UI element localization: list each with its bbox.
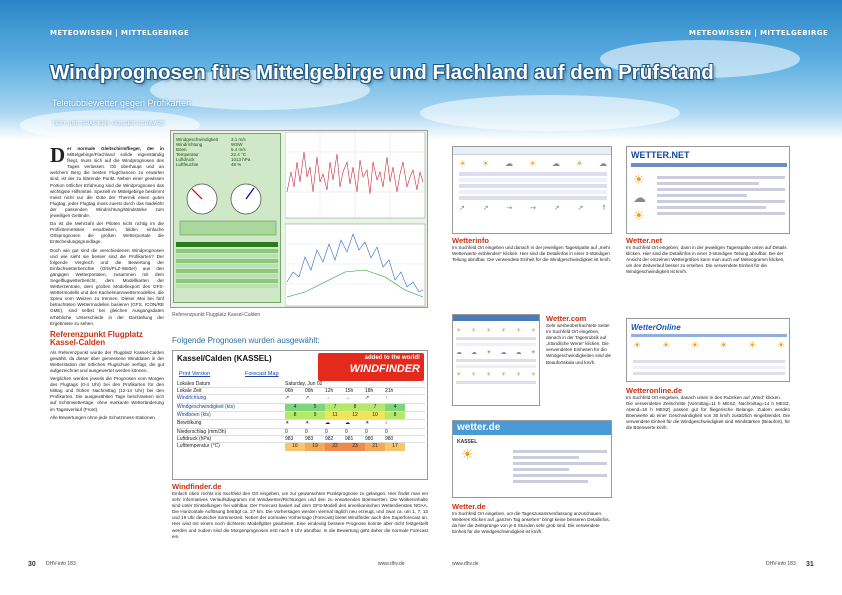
weather-icons (456, 349, 536, 356)
caption-text: Im Suchfeld Ort eingeben, danach unten in den Rubriken auf „Wind“ klicken. (626, 395, 781, 400)
cloud-icon: ☁ (325, 420, 330, 426)
article-author: TEXT UND GRAFIKEN: HOLGER SCHWARZ (52, 121, 165, 127)
caption-text: Im Suchfeld Ort eingeben und danach in der jeweiligen Tagesspalte auf „mehr Wetterwerte einblenden“ klicken. Hier sind die Detailinfos in einer 3-stündigen Teilung abrufbar. Die verwendete Einheit für die Windgeschwindigkeit ist km/h. (452, 245, 612, 263)
station-label: Temperatur (176, 152, 199, 157)
sun-icon: ☀ (456, 327, 462, 334)
arrow-icon: ↗ (305, 395, 310, 401)
cloud-icon: ☁ (471, 349, 478, 356)
station-value: WSW (231, 142, 243, 147)
moon-icon: ☾ (385, 420, 390, 426)
arrow-icon: → (345, 395, 350, 401)
magazine-name-left: DHV-info 183 (46, 561, 76, 567)
arrow-icon: → (530, 204, 536, 212)
lead-text: er normale Gleitschirmflieger, der in (67, 146, 164, 151)
caption-title: Wetter.net (626, 236, 663, 245)
sun-icon: ☀ (285, 420, 290, 426)
page-number-right: 31 (806, 561, 814, 568)
table-row: Windrichtung ↗ ↗ → → ↗ ↑ (177, 395, 425, 404)
wettercom-caption (546, 314, 612, 366)
station-value: 22.4 °C (231, 152, 247, 157)
station-value: 1013 hPa (231, 157, 251, 162)
intro-paragraph: Mittelgebirge/Flachland solide eigenständig fliegt, muss sich auf die Windprognosen des Tages verlassen. Ob überhaupt und an welchem Berg die besten Flugchancen zu erwarten sind, ist der zu klärende Punkt. Neben einer gewissen Portion örtlicher Erfahrung sind die Windprognosen das wichtigste Hilfsmittel. Speziell im Mittelgebirge bestimmt meist nicht nur die Güte der Thermik einen guten Flugtag, jeder Flugtag muss zuerst durch das Nadelöhr der passenden Windrichtung/Windstärke zum jeweiligen Gelände. (50, 152, 164, 219)
caption-text: Sehr werbeüberfrachtete Seite! Im Suchfeld Ort eingeben, danach in der Tagesrubrik auf „Stündliche Werte“ klicken. Die verwendeten Einheiten für die Windgeschwindigkeiten sind die Beaufortskala und km/h. (546, 323, 612, 365)
sun-icon: ☀ (719, 341, 728, 351)
weather-icons (456, 327, 536, 334)
sun-icon: ☀ (776, 341, 785, 351)
table-row: Windgeschwindigkeit (kts) 4 5 7 8 7 4 (177, 404, 425, 412)
sun-icon: ☀ (633, 341, 642, 351)
table-row: Luftdruck (hPa) 983 983 982 981 980 980 (177, 436, 425, 443)
page-number-left: 30 (28, 561, 36, 568)
caption-text: Einfach oben rechts ins Suchfeld den Ort eingeben, um zur gewünschten Punktprognose zu gelangen. Hier findet man ein sehr informatives Verlaufsdiagramm mit Windwerten/Richtungen und den zu erwartenden Böenwerten. Die Wolkeninhalte sind unter Einstellungen frei wählbar. Der Forecast basiert auf dem GFS-Modell des amerikanischen Wetterdienstes NOAA. Die Horizontale Auflösung beträgt ca. 27 km. Die Vorhersagen werden viermal täglich neu erzeugt, und zwar ca. um 1, 7, 13 und 19 Uhr deutscher Sommerzeit. Neben der normalen Vorhersage (Forecast) bietet Windfinder auch den Superforecast an. Hier wird mit einem noch dichteren Modellgitter gearbeitet. Eine eindeutig bessere Prognose konnte aber nicht festgestellt werden und zudem sind die Morgenprognosen erst nach 9 Uhr abrufbar. In die Bewertung geht daher die normale Forecast ein. (172, 491, 428, 539)
sun-icon: ☀ (500, 327, 507, 334)
sun-icon: ☀ (661, 341, 670, 351)
caption-title: Windfinder.de (172, 482, 222, 491)
caption-title: Wetter.com (546, 314, 587, 323)
weather-icons (633, 341, 785, 351)
station-graphs (285, 132, 427, 308)
station-label: Böen (176, 147, 187, 152)
arrow-icon: ↗ (482, 204, 489, 212)
section-heading: Referenzpunkt Flugplatz Kassel-Calden (50, 329, 143, 348)
intro-column (50, 146, 164, 556)
sun-icon: ☀ (515, 327, 522, 334)
rubric-right: METEOWISSEN | MITTELGEBIRGE (689, 29, 829, 37)
station-label: Luftfeuchte (176, 162, 199, 167)
intro-paragraph: Doch wie gut sind die verschiedenen Windprognosen und wie sieht sie besser sind die Profikarten? Der folgende Vergleich und die Bewertung der Einfachwetterberichte (Orts/PLZ-Wetter) aus den gängigen Wetterportalen, zusammen mit dem Segelflugwetterbericht, dem Modellkarten der Wetterzentrale, dem großen Modellexport des GFS-Wettermodells und den Kachelmannwettermodellen, die Spreu vom Weizen zu trennen. Dieser Mai bei fünf betrachteten Wettermodellen basieren (GFS, ICON/RE GME), sind selbst bei gleichen Ausgangsdaten erhebliche Unterschiede in der Darstellung der Ergebnisse zu sehen. (50, 247, 164, 326)
print-version-link[interactable]: Print Version (179, 371, 211, 377)
arrow-icon: ↗ (365, 395, 370, 401)
sun-icon: ☀ (515, 371, 522, 378)
sun-icon: ☀ (305, 420, 310, 426)
sun-icon: ☀ (575, 159, 584, 168)
caption-text: Im Suchfeld Ort eingeben, um die Tageszusammenfassung anzuschauen. Weiteres Klicken auf „ganzen Tag ansehen“ bringt keine besseren Detailinfos, da hier die Zeitsprünge von je 6 Stunden sehr grob sind. Die verwendete Einheit für die Windgeschwindigkeit ist km/h. (452, 511, 610, 535)
sun-icon: ☀ (748, 341, 757, 351)
station-value-panel (173, 133, 281, 303)
windfinder-caption (172, 482, 428, 540)
sun-icon: ☀ (470, 327, 477, 334)
cloud-icon: ☁ (456, 349, 462, 356)
cloud-icon: ☁ (505, 159, 514, 168)
windfinder-table (177, 381, 425, 451)
wettercom-screenshot (452, 314, 540, 406)
wetterde-rows (513, 447, 607, 486)
windfinder-banner (318, 353, 424, 381)
cloud-icon: ☁ (345, 420, 350, 426)
station-label: Windrichtung (176, 142, 203, 147)
sun-icon: ☀ (633, 209, 645, 224)
sun-icon: ☀ (530, 349, 536, 356)
station-value: 3.1 m/s (231, 137, 246, 142)
station-label: Luftdruck (176, 157, 195, 162)
arrow-icon: ↗ (553, 204, 560, 212)
sun-icon: ☀ (365, 420, 370, 426)
website-left: www.dhv.de (378, 561, 405, 567)
arrow-icon: → (506, 204, 513, 212)
wetterde-screenshot (452, 420, 612, 498)
table-row: Niederschlag (mm/3h) 0 0 0 0 0 0 (177, 429, 425, 436)
station-values (174, 134, 280, 170)
sun-icon: ☀ (690, 341, 699, 351)
table-row: Lokales Datum Saturday, Jun 02 (177, 381, 425, 388)
article-title: Windprognosen fürs Mittelgebirge und Flachland auf dem Prüfstand (50, 61, 714, 84)
station-value: 5.4 m/s (231, 147, 246, 152)
cloud-shape (420, 95, 680, 131)
station-table (176, 242, 278, 289)
selection-heading: Folgende Prognosen wurden ausgewählt: (172, 336, 320, 345)
article-subtitle: Teletubbiewetter gegen Profikarten (52, 98, 192, 108)
rubric-left: METEOWISSEN | MITTELGEBIRGE (50, 29, 190, 37)
sun-icon: ☀ (486, 349, 492, 356)
reference-caption: Referenzpunkt Flugplatz Kassel-Calden (172, 312, 261, 318)
table-row: Bewölkung ☀ ☀ ☁ ☁ ☀ ☾ (177, 420, 425, 429)
station-value: 48 % (231, 162, 242, 167)
wetteronline-logo: WetterOnline (631, 323, 681, 332)
arrow-icon: ↗ (577, 204, 584, 212)
dropcap: D (50, 146, 66, 167)
sun-icon: ☀ (459, 159, 467, 168)
cloud-icon: ☁ (633, 191, 646, 206)
wetternet-logo: WETTER.NET (631, 150, 690, 160)
sun-icon: ☀ (485, 327, 492, 334)
arrow-icon: ↗ (285, 395, 290, 401)
wetternet-caption (626, 236, 790, 275)
wetternet-rows (657, 173, 785, 218)
sun-icon: ☀ (528, 159, 537, 168)
sun-icon: ☀ (456, 371, 462, 378)
caption-title: Wetterinfo (452, 236, 489, 245)
sun-icon: ☀ (530, 327, 536, 334)
intro-paragraph: Alle Bewertungen ohne jede Schutzmess-Stationen. (50, 414, 156, 420)
wetteronline-rows (633, 357, 785, 378)
windfinder-screenshot (172, 350, 428, 480)
station-label: Windgeschwindigkeit (176, 137, 219, 142)
cloud-icon: ☁ (515, 349, 522, 356)
wetteronline-screenshot (626, 318, 790, 382)
arrow-icon: ↑ (601, 204, 607, 212)
wetterinfo-caption (452, 236, 612, 263)
wetterinfo-screenshot (452, 146, 612, 234)
website-right: www.dhv.de (452, 561, 479, 567)
weather-icons (456, 371, 536, 378)
caption-text: Die verwendeten Zeitschritte (Vormittag=11 h MESZ, Nachmittag=14 h MESZ, Abend=18 h MESZ) passen gut für fliegerische Belange. Zudem werden Böenwerte ab einer Geschwindigkeit von 30 km/h zusätzlich eingeblendet. Die verwendete Einheit für die Windgeschwindigkeit sind Windstärken (Beaufort), für die Böenwerte km/h. (626, 401, 790, 431)
table-row: Lokale Zeit 06h 09h 12h 15h 18h 21h (177, 388, 425, 395)
reference-station-screenshot (170, 130, 428, 308)
windfinder-site-name: Kassel/Calden (KASSEL) (177, 354, 272, 363)
arrow-icon: → (325, 395, 330, 401)
arrow-icon: ↗ (459, 204, 465, 212)
magazine-name-right: DHV-info 183 (766, 561, 796, 567)
table-row: Lufttemperatur (°C) 16 19 22 23 21 17 (177, 443, 425, 451)
wind-dials (176, 179, 280, 239)
wetterde-caption (452, 502, 612, 535)
caption-title: Wetteronline.de (626, 386, 683, 395)
intro-paragraph: Verglichen werden jeweils die Prognosen vom Morgen des Flugtags (0-4 Uhr) bei den Profikarten für den Mittag und frühen Nachmittag (12-14 Uhr) bei den Profikarten. Die ausgewählten Tage beschränken sich auf Schönwettertage, ohne markante Wetteränderung im Tagesverlauf (Front). (50, 376, 164, 412)
wetterde-logo: wetter.de (457, 422, 501, 433)
wetterde-city: KASSEL (457, 439, 478, 445)
caption-title: Wetter.de (452, 502, 486, 511)
wind-arrows (459, 204, 607, 212)
cloud-icon: ☁ (598, 159, 607, 168)
intro-paragraph: Da ist die Mehrzahl der Piloten nicht richtig im die Profiinternetsites einarbeiten, bilden einfache Ortsprognosen die großen Wetterportale die Entscheidungsgrundlage. (50, 221, 164, 245)
cloud-icon: ☁ (552, 159, 561, 168)
intro-paragraph: Als Referenzpunkt wurde der Flugplatz Kassel-Calden gewählt, da dieser über gemessene Winddaten in der Wetterstation der örtlichen Flugschule verfügt, die gut aufgezeichnet und ausgewertet werden können. (50, 349, 164, 373)
forecast-grid (459, 159, 607, 212)
sun-icon: ☀ (461, 447, 474, 463)
wettercom-grid (453, 321, 539, 390)
sun-icon: ☀ (530, 371, 536, 378)
sun-icon: ☀ (633, 173, 645, 188)
grid-rows (459, 172, 607, 200)
windfinder-logo: WINDFINDER (349, 363, 420, 375)
arrow-icon: ↑ (385, 395, 388, 401)
sun-icon: ☀ (470, 371, 477, 378)
sun-icon: ☀ (500, 371, 507, 378)
sun-icon: ☀ (485, 371, 492, 378)
wetternet-screenshot (626, 146, 790, 234)
table-row: Windböen (kts) 8 9 11 12 10 8 (177, 412, 425, 420)
forecast-map-link[interactable]: Forecast Map (245, 371, 279, 377)
sun-icon: ☀ (482, 159, 490, 168)
caption-text: Im Suchfeld Ort eingeben, dann in der jeweiligen Tagesspalte unten auf Details klicken. Hier sind die Detailinfos in einer 3-stündigen Teilung abrufbar. Bei der Ansicht der einzelnen Wettergrößen kann man auch auf Meteogramm klicken, um den Zeitverlauf besser zu ersehen. Die verwendete Einheit für die Windgeschwindigkeit ist km/h. (626, 245, 787, 275)
cloud-icon: ☁ (500, 349, 507, 356)
windfinder-badge: added to the world! (364, 355, 420, 361)
wetteronline-caption (626, 386, 790, 432)
weather-icons (459, 159, 607, 168)
